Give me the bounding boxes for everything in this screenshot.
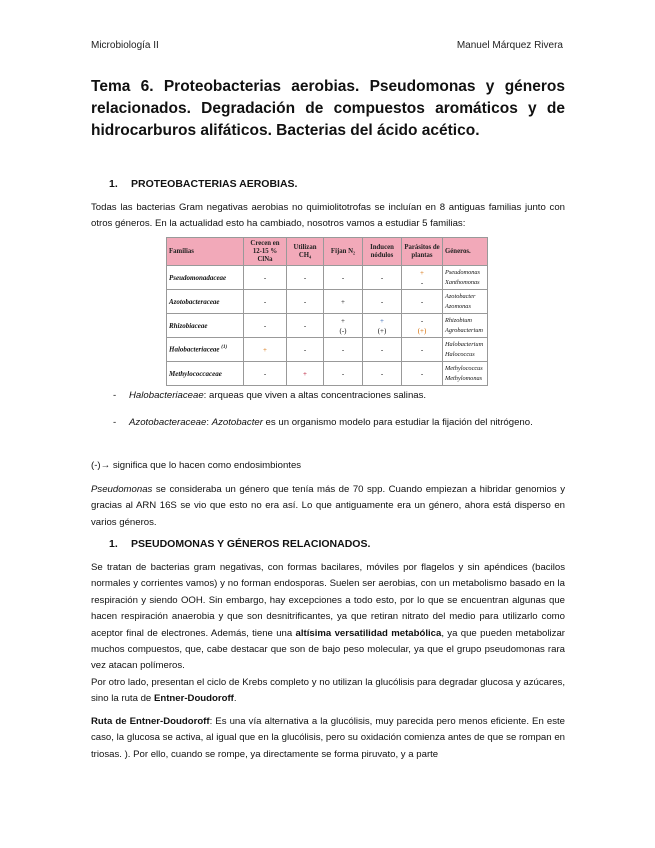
bullet-item: - Azotobacteraceae: Azotobacter es un organismo modelo para estudiar la fijación del nitrógeno. [113, 417, 533, 428]
cell-nodules: - [363, 338, 402, 362]
genera-cell [443, 266, 488, 290]
cell-nacl: - [244, 266, 287, 290]
cell-n2: - [324, 362, 363, 386]
section-heading-2 [109, 538, 370, 550]
para-bold: Entner-Doudoroff [153, 693, 234, 705]
para-text-2: , ya que pueden metabolizar muchos compuestos, que, cabe destacar que son de bajo peso molecular, ya que el grupo pseudomonas rara vez atacan polímeros. [91, 627, 565, 672]
genus-1: Halobacterium [445, 340, 484, 348]
bullet-term-2: Azotobacter [211, 417, 263, 428]
cell-parasites [402, 266, 443, 290]
pseudomonas-text: se consideraba un género que tenía más de 70 spp. Cuando empiezan a hibridar genomios y gracias al ARN 16S se vio que esto no era así. Lo que antiguamente era un género, ahora está disperso en varios géneros. [91, 484, 565, 528]
para-bold: altísima versatilidad metabólica [295, 627, 442, 639]
genus-2: Azomonas [445, 302, 471, 310]
bullet-text: es un organismo modelo para estudiar la fijación del nitrógeno. [262, 417, 533, 428]
bullet-term: Azotobacteraceae [129, 417, 207, 428]
bullet-term: Halobacteriaceae [129, 390, 204, 401]
table-row [167, 266, 488, 290]
cell-n2: + [324, 290, 363, 314]
para-text: Por otro lado, presentan el ciclo de Krebs completo y no utilizan la glucólisis para degradar glucosa y azúcares, sino la ruta de [91, 677, 565, 705]
col-header-genera: Géneros. [443, 238, 488, 266]
section-number: 1. [109, 178, 118, 190]
page-title: Tema 6. Proteobacterias aerobias. Pseudomonas y géneros relacionados. Degradación de compuestos aromáticos y de hidrocarburos alifáticos. Bacterias del ácido acético. [91, 78, 565, 139]
cell-nodules: - [363, 266, 402, 290]
cell-ch4: - [287, 338, 324, 362]
nodules-value-2: (+) [377, 326, 387, 335]
table-row [167, 362, 488, 386]
genus-2: Agrobacterium [445, 326, 483, 334]
cell-parasites: - [402, 362, 443, 386]
genus-1: Pseudomonas [445, 268, 480, 276]
cell-n2: - [324, 266, 363, 290]
section-title: PROTEOBACTERIAS AEROBIAS. [131, 178, 298, 190]
family-cell: Pseudomonadaceae [167, 266, 244, 290]
cell-parasites: - [402, 338, 443, 362]
footnote-mark: (1) [221, 345, 228, 351]
cell-n2: - [324, 338, 363, 362]
genera-cell [443, 290, 488, 314]
entner-paragraph [91, 714, 565, 763]
cell-nacl: + [244, 338, 287, 362]
table-header-row [167, 238, 488, 266]
genus-1: Rhizobium [445, 316, 472, 324]
cell-nacl: - [244, 290, 287, 314]
cell-nodules: - [363, 290, 402, 314]
section-title: PSEUDOMONAS Y GÉNEROS RELACIONADOS. [131, 538, 371, 550]
table-row [167, 314, 488, 338]
family-cell: Methylococcaceae [167, 362, 244, 386]
para-text-2: . [233, 693, 237, 705]
cell-ch4: + [287, 362, 324, 386]
parasites-value: + [420, 268, 424, 277]
table-row [167, 338, 488, 362]
note-line: (-)→ significa que lo hacen como endosimbiontes [91, 460, 302, 471]
family-cell: Rhizobiaceae [167, 314, 244, 338]
parasites-value-2: (+) [417, 326, 427, 335]
cell-nodules [363, 314, 402, 338]
family-cell: Azotobacteraceae [167, 290, 244, 314]
krebs-paragraph [91, 675, 565, 708]
pseudomonas-paragraph [91, 482, 565, 531]
header-course: Microbiología II [91, 40, 159, 51]
genus-1: Methylococcus [445, 364, 483, 372]
pseudomonas-term: Pseudomonas [91, 484, 153, 495]
description-paragraph [91, 560, 565, 675]
para-bold: Ruta de Entner-Doudoroff [91, 716, 210, 727]
cell-parasites [402, 314, 443, 338]
nodules-value: + [380, 316, 384, 325]
n2-value-2: (-) [339, 326, 347, 335]
bullet-text: arqueas que viven a altas concentraciones salinas. [209, 390, 427, 401]
n2-value: + [341, 316, 345, 325]
intro-paragraph: Todas las bacterias Gram negativas aerobias no quimiolitotrofas se incluían en 8 antiguas familias junto con otros géneros. En la actualidad esto ha cambiado, nosotros vamos a estudiar 5 familias: [91, 202, 565, 230]
families-table [166, 237, 488, 386]
col-header-ch4: Utilizan CH₄ [287, 238, 324, 266]
genera-cell [443, 338, 488, 362]
genus-1: Azotobacter [445, 292, 476, 300]
header-author: Manuel Márquez Rivera [456, 40, 563, 51]
family-cell [167, 338, 244, 362]
cell-nacl: - [244, 314, 287, 338]
col-header-n2: Fijan N₂ [324, 238, 363, 266]
parasites-value: - [420, 316, 424, 325]
genera-cell [443, 314, 488, 338]
col-header-parasites: Parásitos de plantas [402, 238, 443, 266]
col-header-families: Familias [167, 238, 244, 266]
genera-cell [443, 362, 488, 386]
cell-n2 [324, 314, 363, 338]
cell-nodules: - [363, 362, 402, 386]
col-header-nodules: Inducen nódulos [363, 238, 402, 266]
cell-parasites: - [402, 290, 443, 314]
cell-ch4: - [287, 266, 324, 290]
parasites-value-2: - [420, 278, 424, 287]
genus-2: Xanthomonas [445, 278, 480, 286]
genus-2: Methylomonas [445, 374, 483, 382]
cell-ch4: - [287, 314, 324, 338]
para-text: Se tratan de bacterias gram negativas, con formas bacilares, móviles por flagelos y sin apéndices (bacilos normales y corrientes vamos) y no forman endosporas. Suelen ser aerobias, con un metabolismo basado en la respiración y siendo OOH. Sin embargo, hay excepciones a todo esto, por lo que se encuentran algunas que hacen respiración anaerobia y que son desnitrificantes, ya que retiran nitrato del medio para utilizarlo como aceptor final de electrones. Además, tiene una [91, 562, 565, 639]
genus-2: Halococcus [445, 350, 475, 358]
bullet-item: - Halobacteriaceae: arqueas que viven a altas concentraciones salinas. [113, 390, 427, 401]
table-row [167, 290, 488, 314]
col-header-nacl: Crecen en 12-15 % ClNa [244, 238, 287, 266]
family-name: Halobacteriaceae [169, 345, 220, 354]
section-heading-1 [109, 178, 297, 190]
para-text: : Es una vía alternativa a la glucólisis, muy parecida pero menos eficiente. En este caso, la glucosa se activa, al igual que en la glucólisis, pero su oxidación comienza antes de que se rompan en triosas. ). Por ello, cuando se rompe, ya directamente se forma piruvato, y a parte [91, 716, 565, 760]
bullet-separator: : [206, 417, 212, 428]
cell-nacl: - [244, 362, 287, 386]
section-number: 1. [109, 538, 118, 550]
bullet-separator: : [203, 390, 210, 401]
cell-ch4: - [287, 290, 324, 314]
